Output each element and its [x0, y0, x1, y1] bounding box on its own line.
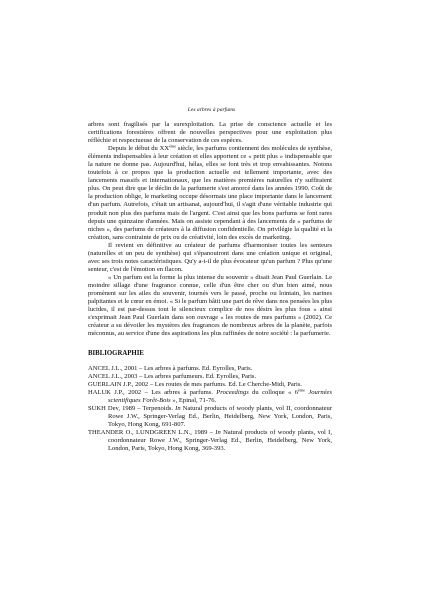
synthesis-body: siècle, les parfums contiennent des molécules de synthèse, éléments indispensables à leur création et elles apportent ce « petit plus » indispensable que la nature ne donne pas. Aujourd'hui, hélas, elles se font très et trop envahissantes. Notons toutefois à ce propos que la production actuelle est tellement importante, avec des lancements massifs et internationaux, que les matières premières naturelles n'y suffiraient plus. On peut dire que le déclin de la parfumerie s'est amorcé dans les années 1990. Coût de la production oblige, le marketing occupe désormais une place importante dans le lancement d'un parfum. Autrefois, c'était un artisanat, aujourd'hui, il s'agit d'une véritable industrie qui produit non plus des parfums mais de l'argent. C'est ainsi que les bons parfums se font rares depuis une quinzaine d'années. Mais on assiste cependant à des lancements de « parfums de niches », des parfums de créateurs à la diffusion confidentielle. On privilégie la qualité et la création, sans contrainte de prix ou de créativité, loin des excès de marketing. [88, 145, 332, 241]
ref-text: SUKH Dev, 1989 – Terpenoids. [88, 405, 176, 413]
paragraph-creator: Il revient en définitive au créateur de parfums d'harmoniser toutes les senteurs (naturelles et un peu de synthèse) qui s'épanouiront dans une création unique et original, avec ses trois notes caractéristiques. Qu'y a-t-il de plus évocateur qu'un parfum ? Plus qu'une senteur, c'est de l'émotion en flacon. [88, 241, 332, 273]
paragraph-guerlain: « Un parfum est la forme la plus intense du souvenir » disait Jean Paul Guerlain. Le moindre sillage d'une fragrance connue, celle d'un être cher ou d'un bien aimé, nous promènent sur les ailes du souvenir, tournés vers le passé, proche ou lointain, les narines palpitantes et le cœur en émoi. « Si le parfum bâtit une part de rêve dans nos pensées les plus lucides, il est par-dessus tout le silencieux complice de nos désirs les plus fous » ainsi s'exprimait Jean Paul Guerlain dans son ouvrage « les routes de mes parfums » (2002). Ce créateur a su dévoiler les mystères des fragrances de nombreux arbres de la planète, parfois méconnus, au service d'une des aspirations les plus raffinées de notre société : la parfumerie. [88, 273, 332, 338]
bibliography-entry [88, 389, 332, 405]
ref-italic: In [175, 405, 181, 413]
bibliography-entry [88, 373, 332, 381]
bibliography-entry [88, 381, 332, 389]
ref-text: ANCEL J.L., 2003 – Les arbres parfumeurs. Ed. Eyrolles, Paris. [88, 373, 257, 381]
paragraph-conservation: arbres sont fragilisés par la surexploitation. La prise de conscience actuelle et les certifications forestières offrent de nouvelles perspectives pour une exploitation plus réfléchie et respectueuse de la conservation de ces espèces. [88, 121, 332, 145]
bibliography-heading: BIBLIOGRAPHIE [88, 350, 144, 357]
ordinal-superscript: ème [297, 387, 305, 393]
body-text [88, 121, 332, 338]
bibliography-entry [88, 429, 332, 453]
ref-italic: In [215, 429, 221, 437]
ref-text: Natural products of woody plants, vol II, coordonnateur Rowe J.W., Springer-Verlag Ed., Berlin, Heidelberg, New York, London, Paris, Tokyo, Hong Kong, 691-807. [108, 405, 332, 429]
running-head: Les arbres à parfums [187, 107, 236, 113]
bibliography-entry [88, 405, 332, 429]
ref-text: THEANDER O., LUNDGREEN L.N., 1989 – [88, 429, 216, 437]
ref-italic: Proceedings [216, 389, 249, 397]
synthesis-intro: Depuis le début du XX [108, 145, 170, 153]
century-superscript: ème [169, 143, 177, 149]
ref-text: GUERLAIN J.P., 2002 – Les routes de mes parfums. Ed. Le Cherche-Midi, Paris. [88, 381, 303, 389]
ref-text: Natural products of woody plants, vol I, coordonnateur Rowe J.W., Springer-Verlag Ed., Berlin, Heidelberg, New York, London, Paris, Tokyo, Hong Kong, 369-393. [108, 429, 332, 453]
bibliography-entry [88, 365, 332, 373]
ref-italic: Journées scientifiques Forêt-Bois [108, 389, 333, 405]
ref-text: ANCEL J.L., 2001 – Les arbres à parfums. Ed. Eyrolles, Paris. [88, 365, 253, 372]
ref-text: HALUK J.P., 2002 – Les arbres à parfums. [88, 389, 217, 397]
ref-text: », Epinal, 71-76. [170, 397, 217, 405]
ref-text: du colloque « 6 [248, 389, 298, 397]
paragraph-synthesis [88, 145, 332, 242]
bibliography-list [88, 365, 332, 454]
